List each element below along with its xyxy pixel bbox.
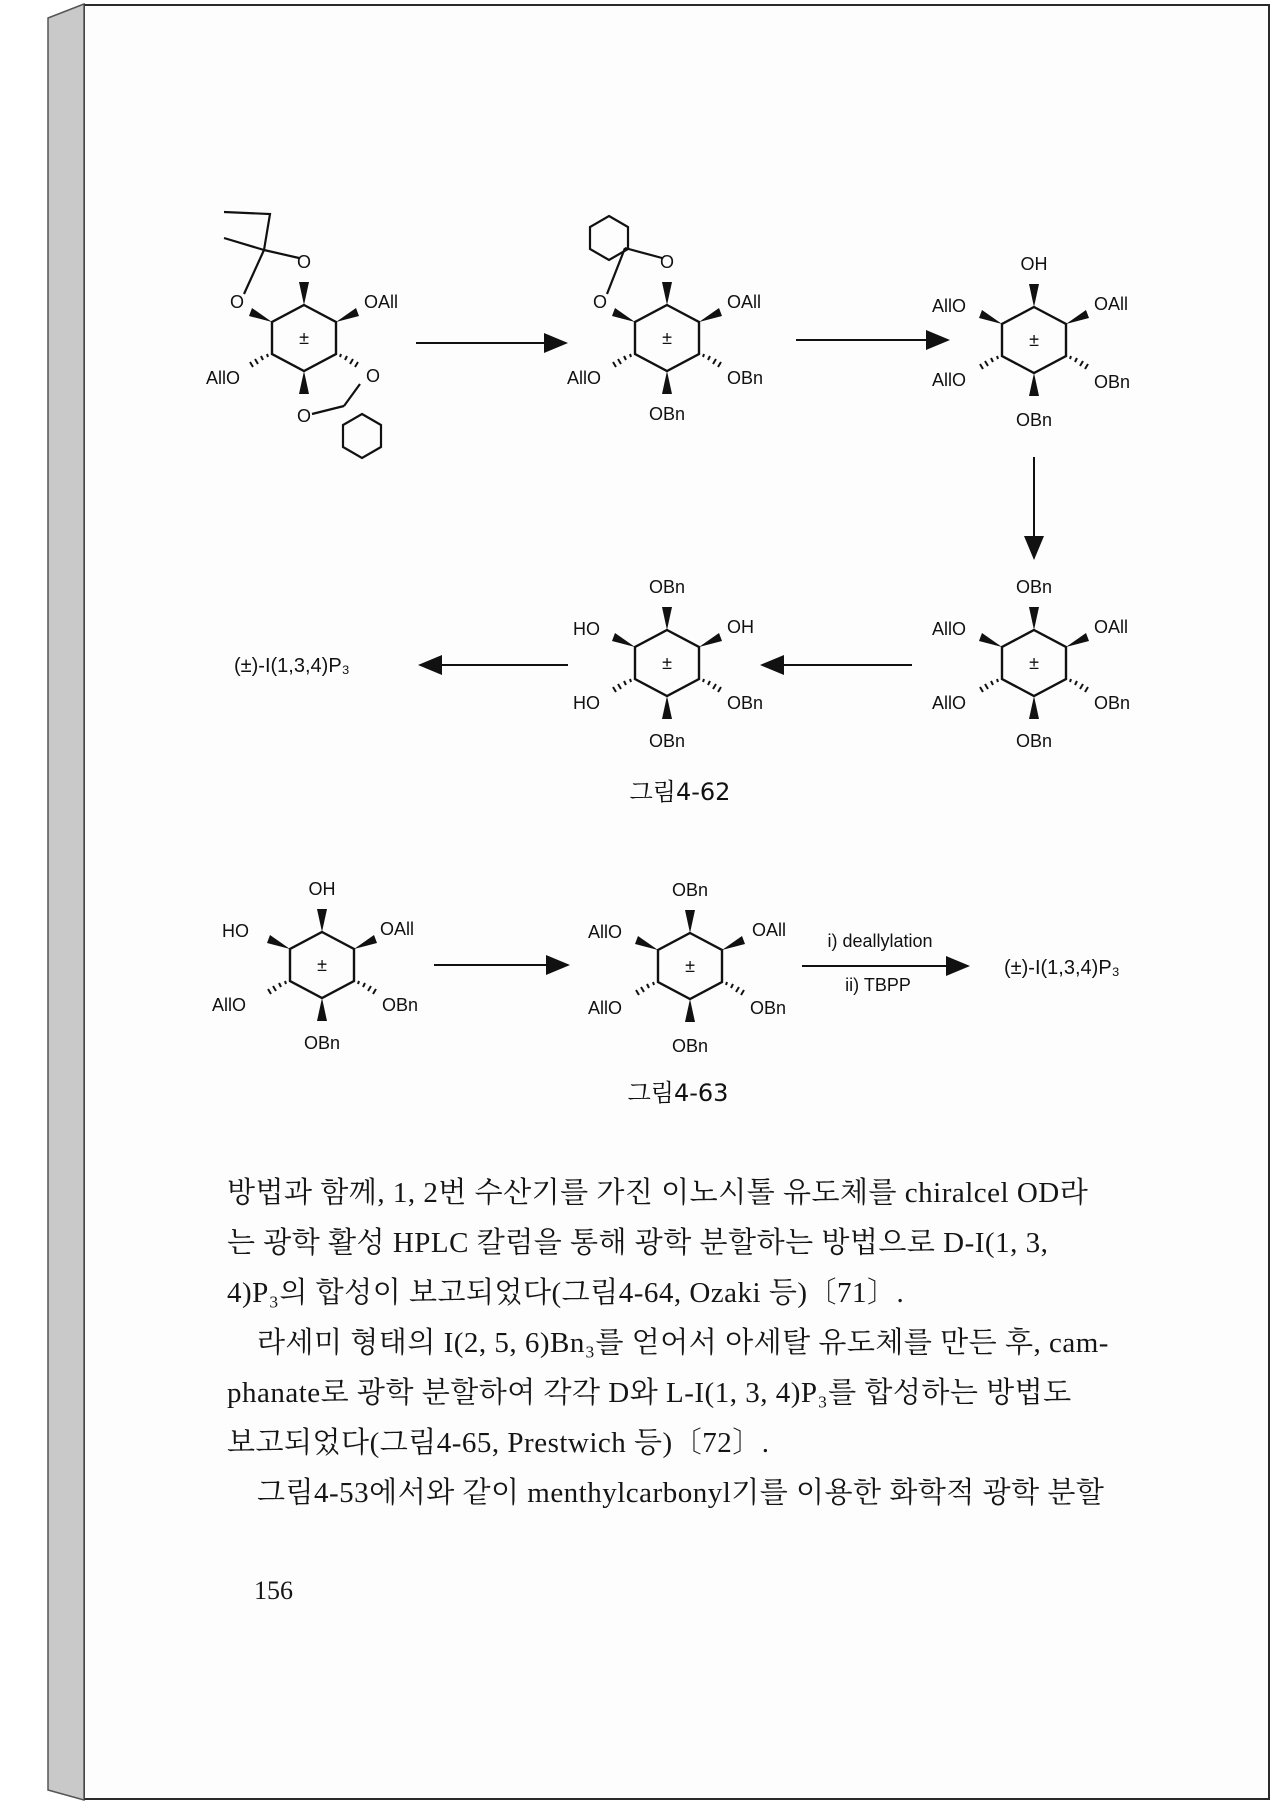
atom-label: AllO [932, 296, 967, 316]
atom-label: O [366, 366, 381, 386]
atom-label: OAll [380, 919, 415, 939]
atom-label: AllO [206, 368, 241, 388]
atom-label: AllO [212, 995, 247, 1015]
product-label: (±)-I(1,3,4)P₃ [1004, 957, 1120, 979]
atom-label: O [296, 406, 312, 426]
body-line: 는 광학 활성 HPLC 칼럼을 통해 광학 분할하는 방법으로 D-I(1, 3, [227, 1227, 1049, 1259]
body-line: 라세미 형태의 I(2, 5, 6)Bn₃를 얻어서 아세탈 유도체를 만든 후, cam- [257, 1327, 1109, 1359]
atom-label: O [296, 252, 312, 272]
body-line: 방법과 함께, 1, 2번 수산기를 가진 이노시톨 유도체를 chiralcel OD라 [227, 1177, 1089, 1209]
atom-label: OAll [364, 292, 399, 312]
atom-label: ± [685, 956, 695, 976]
atom-label: OBn [1094, 372, 1131, 392]
atom-label: OAll [752, 920, 787, 940]
atom-label: OBn [750, 998, 787, 1018]
atom-label: ± [317, 955, 327, 975]
figure-caption: 그림4-63 [627, 1079, 729, 1107]
atom-label: OH [727, 617, 754, 637]
atom-label: ± [662, 653, 672, 673]
atom-label: OBn [303, 1033, 341, 1053]
atom-label: OBn [671, 880, 709, 900]
atom-label: O [593, 292, 608, 312]
atom-label: AllO [567, 368, 602, 388]
product-label: (±)-I(1,3,4)P₃ [234, 655, 350, 677]
compound-6 [212, 879, 418, 1053]
atom-label: AllO [932, 619, 967, 639]
atom-label: OBn [671, 1036, 709, 1056]
atom-label: OBn [727, 693, 764, 713]
compound-5 [573, 577, 763, 751]
atom-label: OBn [382, 995, 419, 1015]
body-line: 4)P₃의 합성이 보고되었다(그림4-64, Ozaki 등)〔71〕. [227, 1277, 905, 1309]
atom-label: OH [1020, 254, 1048, 274]
page-number: 156 [254, 1576, 293, 1605]
atom-label: OBn [648, 577, 686, 597]
atom-label: ± [662, 328, 672, 348]
reagent-label: i) deallylation [827, 931, 933, 951]
atom-label: OAll [727, 292, 762, 312]
figure-caption: 그림4-62 [629, 778, 731, 806]
atom-label: O [230, 292, 245, 312]
atom-label: AllO [588, 922, 623, 942]
atom-label: OBn [648, 404, 686, 424]
compound-3 [932, 254, 1130, 430]
compound-4 [932, 577, 1130, 751]
atom-label: HO [573, 619, 600, 639]
compound-2 [567, 216, 763, 424]
body-line: 보고되었다(그림4-65, Prestwich 등)〔72〕. [227, 1427, 770, 1459]
compound-1 [206, 212, 398, 458]
atom-label: ± [1029, 653, 1039, 673]
atom-label: O [659, 252, 675, 272]
atom-label: OBn [1015, 731, 1053, 751]
atom-label: OAll [1094, 294, 1129, 314]
atom-label: OBn [1094, 693, 1131, 713]
reagent-label: ii) TBPP [845, 975, 911, 995]
body-line: 그림4-53에서와 같이 menthylcarbonyl기를 이용한 화학적 광학 분할 [257, 1477, 1105, 1509]
center-label: ± [299, 328, 309, 348]
atom-label: OBn [727, 368, 764, 388]
atom-label: HO [222, 921, 249, 941]
atom-label: HO [573, 693, 600, 713]
compound-7 [588, 880, 786, 1056]
atom-label: ± [1029, 330, 1039, 350]
atom-label: AllO [932, 370, 967, 390]
atom-label: AllO [932, 693, 967, 713]
atom-label: OBn [1015, 410, 1053, 430]
atom-label: OH [308, 879, 336, 899]
atom-label: OBn [648, 731, 686, 751]
atom-label: AllO [588, 998, 623, 1018]
atom-label: OBn [1015, 577, 1053, 597]
body-line: phanate로 광학 분할하여 각각 D와 L-I(1, 3, 4)P₃를 합성하는 방법도 [227, 1377, 1072, 1409]
atom-label: OAll [1094, 617, 1129, 637]
